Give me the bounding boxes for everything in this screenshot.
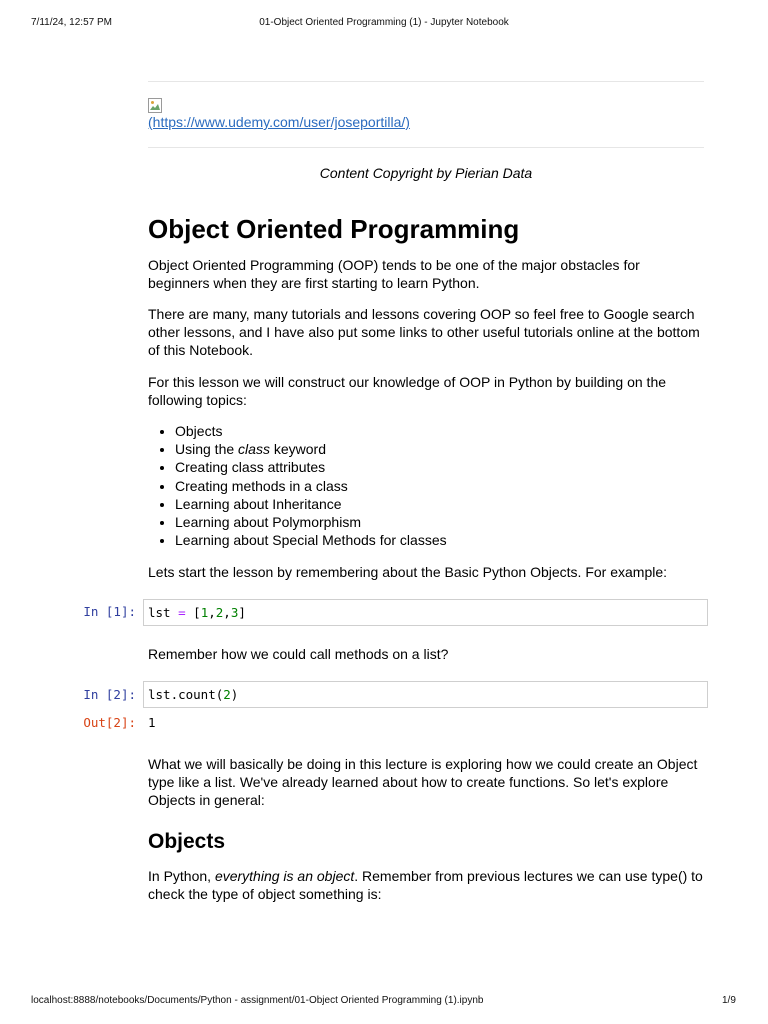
topics-list	[148, 422, 447, 549]
list-item: • Creating methods in a class	[175, 477, 447, 495]
list-item: • Learning about Special Methods for classes	[175, 531, 447, 549]
objects-heading: Objects	[148, 830, 226, 853]
intro-paragraph-1: Object Oriented Programming (OOP) tends to be one of the major obstacles for beginners when they are first starting to learn Python.	[148, 257, 640, 291]
broken-image-icon[interactable]	[148, 98, 162, 113]
copyright-text: Content Copyright by Pierian Data	[319, 165, 533, 181]
list-item: • Objects	[175, 422, 447, 440]
bottom-divider	[148, 147, 704, 148]
in-prompt-1: In [1]:	[83, 604, 136, 619]
print-url: localhost:8888/notebooks/Documents/Python - assignment/01-Object Oriented Programming (1).ipynb	[31, 995, 484, 1006]
list-item: • Learning about Polymorphism	[175, 513, 447, 531]
cell-output-2: 1	[148, 715, 156, 730]
udemy-link[interactable]: (https://www.udemy.com/user/joseportilla/)	[148, 114, 410, 130]
print-datetime: 7/11/24, 12:57 PM	[31, 17, 112, 28]
objects-paragraph: In Python, everything is an object. Remember from previous lectures we can use type() to check the type of object something is:	[148, 868, 703, 902]
page-title: Object Oriented Programming	[148, 214, 520, 244]
explore-paragraph: What we will basically be doing in this lecture is exploring how we could create an Object type like a list. We've already learned about how to create functions. So let's explore Objects in general:	[148, 756, 698, 808]
list-item: • Learning about Inheritance	[175, 495, 447, 513]
print-title: 01-Object Oriented Programming (1) - Jupyter Notebook	[259, 17, 509, 28]
list-item: • Creating class attributes	[175, 458, 447, 476]
out-prompt-2: Out[2]:	[83, 715, 136, 730]
remember-paragraph: Remember how we could call methods on a list?	[148, 646, 449, 662]
code-cell-1[interactable]: lst = [1,2,3]	[143, 599, 708, 626]
print-page-number: 1/9	[722, 995, 736, 1006]
list-item: • Using the class keyword	[175, 440, 447, 458]
top-divider	[148, 81, 704, 82]
intro-paragraph-3: For this lesson we will construct our knowledge of OOP in Python by building on the following topics:	[148, 374, 667, 408]
intro-paragraph-2: There are many, many tutorials and lessons covering OOP so feel free to Google search other lessons, and I have also put some links to other useful tutorials online at the bottom of this Notebook.	[148, 306, 700, 358]
code-cell-2[interactable]: lst.count(2)	[143, 681, 708, 708]
in-prompt-2: In [2]:	[83, 687, 136, 702]
lets-start-paragraph: Lets start the lesson by remembering about the Basic Python Objects. For example:	[148, 564, 668, 580]
